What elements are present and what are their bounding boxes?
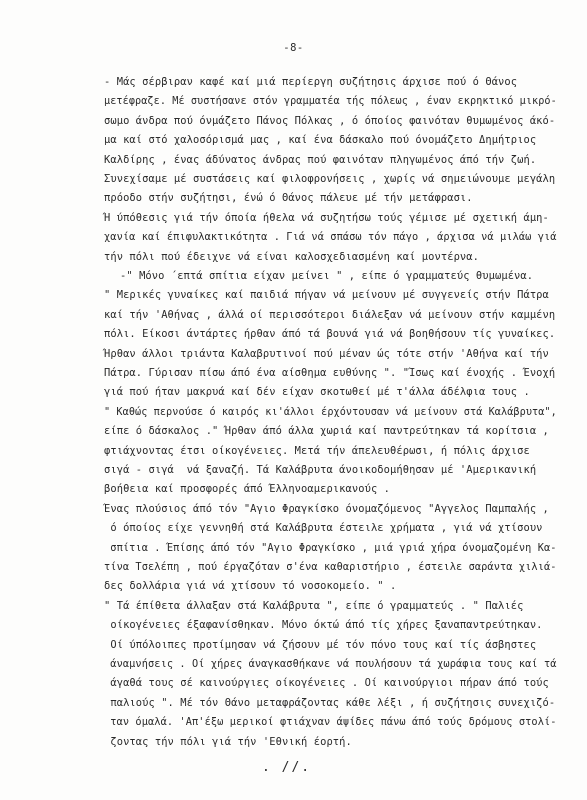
text-line: δες δολλάρια γιά νά χτίσουν τό νοσοκομείο. " . — [104, 580, 397, 593]
text-line: Συνεχίσαμε μέ συστάσεις καί φιλοφρονήσεις , χωρίς νά σημειώνουμε μεγάλη — [104, 173, 556, 185]
text-line: Καλδίρης , ένας άδύνατος άνδρας πού φαινόταν πληγωμένος άπό τήν ζωή. — [104, 153, 537, 166]
text-line: μετέφραζε. Μέ συστήσανε στόν γραμματέα τής πόλεως , έναν εκρηκτικό μικρό- — [104, 95, 557, 108]
text-line: ταν όμαλά. 'Απ'έξω μερικοί φτιάχναν άψίδες πάνω άπό τούς δρόμους στολί- — [104, 716, 557, 729]
text-line: πόλι. Είκοσι άντάρτες ήρθαν άπό τά βουνά γιά νά βοηθήσουν τίς γυναίκες. — [104, 328, 556, 341]
text-line: παλιούς ". Μέ τόν Θάνο μεταφράζοντας κάθε λέξι , ή συζήτησις συνεχιζό- — [104, 696, 556, 709]
text-line: οίκογένειες έξαφανίσθηκαν. Μόνο όκτώ άπό τίς χήρες ξαναπαντρεύτηκαν. — [104, 619, 543, 632]
text-line: χανία καί έπιφυλακτικότητα . Γιά νά σπάσω τόν πάγο , άρχισα νά μιλάω γιά — [104, 231, 557, 244]
page-footer-mark: . //. — [262, 760, 312, 775]
text-line: ό όποίος είχε γεννηθή στά Καλάβρυτα έστειλε χρήματα , γιά νά χτίσουν — [104, 522, 543, 535]
text-line: βοήθεια καί προσφορές άπό Έλληνοαμερικανούς . — [104, 483, 391, 496]
text-line: μα καί στό χαλοσόρισμά μας , καί ένα δάσκαλο πού όνομάζετο Δημήτριος — [104, 134, 537, 147]
text-line: Οί ύπόλοιπες προτίμησαν νά ζήσουν μέ τόν πόνο τους καί τίς άσβηστες — [104, 638, 537, 651]
text-line: άναμνήσεις . Οί χήρες άναγκασθήκανε νά πουλήσουν τά χωράφια τους καί τά — [104, 658, 557, 670]
text-line: είπε ό δάσκαλος ." Ήρθαν άπό άλλα χωριά καί παντρεύτηκαν τά κορίτσια , — [104, 425, 549, 438]
text-line: - Μάς σέρβιραν καφέ καί μιά περίεργη συζήτησις άρχισε πού ό Θάνος — [104, 76, 518, 88]
text-line: πρόοδο στήν συζήτησι, ένώ ό Θάνος πάλευε μέ τήν μετάφρασι. — [104, 192, 473, 205]
text-line: Πάτρα. Γύρισαν πίσω άπό ένα αίσθημα ευθύνης ". "Ίσως καί ένοχής . Ένοχή — [104, 367, 556, 379]
text-line: γιά πού ήταν μακρυά καί δέν είχαν σκοτωθεί μέ τ'άλλα άδέλφια τους . — [104, 386, 530, 399]
text-line: σιγά - σιγά νά ξαναζή. Τά Καλάβρυτα άνοικοδομήθησαν μέ 'Αμερικανική — [104, 464, 537, 476]
text-line: άγαθά τους σέ καινούργιες οίκογένειες . Οί καινούργιοι πήραν άπό τούς — [104, 677, 549, 690]
text-line: φτιάχνοντας έτσι οίκογένειες. Μετά τήν άπελευθέρωσι, ή πόλις άρχισε — [104, 444, 530, 457]
text-line: καί τήν 'Αθήνας , άλλά οί περισσότεροι διάλεξαν νά μείνουν στήν καμμένη — [104, 308, 556, 321]
text-line: τίνα Τσελέπη , πού έργαζόταν σ'ένα καθαριστήριο , έστειλε σαράντα χιλιά- — [104, 561, 557, 573]
text-line: τήν πόλι πού έδειχνε νά είναι καλοσχεδιασμένη καί μοντέρνα. — [104, 250, 479, 263]
text-line: σωμο άνδρα πού όνμάζετο Πάνος Πόλκας , ό όποίος φαινόταν θυμωμένος άκό- — [104, 114, 556, 127]
text-line: " Καθώς περνούσε ό καιρός κι'άλλοι έρχόντουσαν νά μείνουν στά Καλάβρυτα", — [104, 405, 557, 418]
page-number: -8- — [283, 42, 304, 54]
text-line: ζοντας τήν πόλι γιά τήν 'Εθνική έορτή. — [104, 735, 352, 748]
text-line: -" Μόνο ´επτά σπίτια είχαν μείνει " , είπε ό γραμματεύς θυμωμένα. — [120, 270, 534, 282]
text-line: " Τά έπίθετα άλλαξαν στά Καλάβρυτα ", είπε ό γραμματεύς . " Παλιές — [104, 599, 524, 612]
text-line: σπίτια . Έπίσης άπό τόν "Αγιο Φραγκίσκο , μιά γριά χήρα όνομαζομένη Κα- — [104, 541, 557, 554]
text-line: Ήρθαν άλλοι τριάντα Καλαβρυτινοί πού μέναν ώς τότε στήν 'Αθήνα καί τήν — [104, 347, 549, 360]
text-line: Ή ύπόθεσις γιά τήν όποία ήθελα νά συζητήσω τούς γέμισε μέ σχετική άμη- — [104, 211, 549, 224]
text-line: Ένας πλούσιος άπό τόν "Αγιο Φραγκίσκο όνομαζόμενος "Αγγελος Παμπαλής , — [104, 502, 549, 515]
text-line: " Μερικές γυναίκες καί παιδιά πήγαν νά μείνουν μέ συγγενείς στήν Πάτρα — [104, 289, 549, 302]
